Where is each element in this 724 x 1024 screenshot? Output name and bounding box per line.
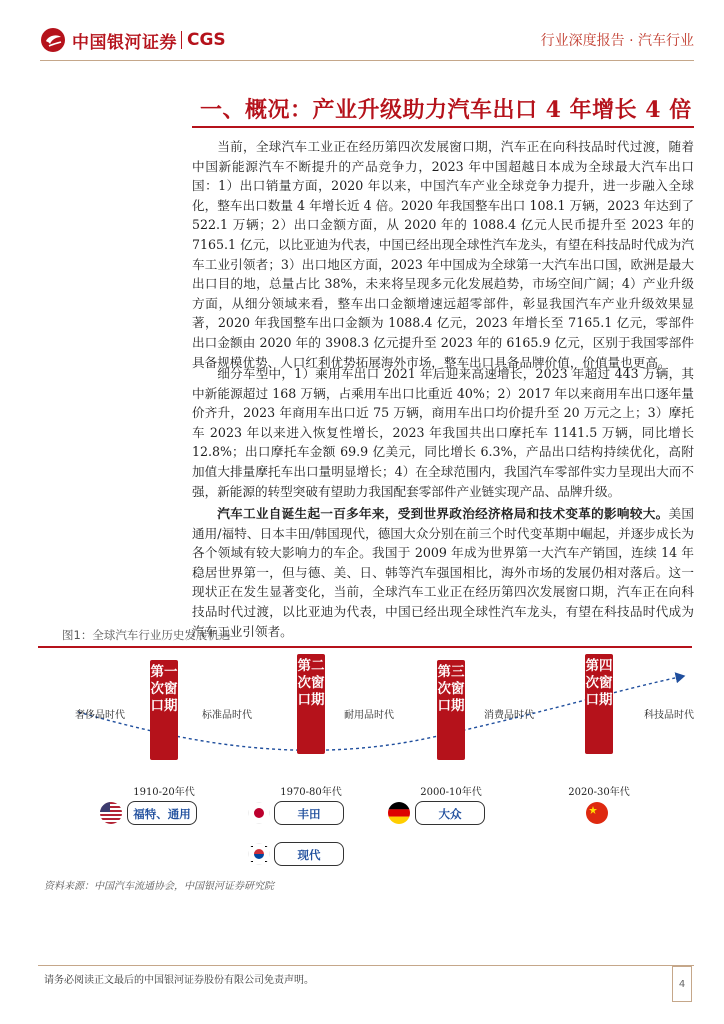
- era-consumer: 消费品时代: [484, 710, 534, 721]
- paragraph-history: [192, 504, 694, 641]
- korea-flag-icon: [248, 843, 270, 865]
- brand-volkswagen: 大众: [415, 801, 485, 825]
- us-flag-icon: [100, 802, 122, 824]
- page-number: 4: [672, 966, 692, 1002]
- brand-ford-gm: 福特、通用: [127, 801, 197, 825]
- era-standard: 标准品时代: [202, 710, 252, 721]
- period-year-1: 1910-20年代: [133, 787, 195, 798]
- period-year-3: 2000-10年代: [420, 787, 482, 798]
- logo-text: 中国银河证券: [72, 32, 177, 53]
- disclaimer-text: 请务必阅读正文最后的中国银河证券股份有限公司免责声明。: [44, 975, 314, 986]
- header-divider: [40, 60, 694, 61]
- logo: [40, 27, 226, 53]
- report-type-tag: 行业深度报告 · 汽车行业: [540, 33, 694, 49]
- logo-divider: [181, 31, 182, 49]
- japan-flag-icon: [248, 802, 270, 824]
- figure-title: 图1：全球汽车行业历史发展机遇: [62, 628, 231, 642]
- era-durable: 耐用品时代: [344, 710, 394, 721]
- window-box-2: 第二次窗口期: [297, 654, 325, 754]
- brand-hyundai: 现代: [274, 842, 344, 866]
- germany-flag-icon: [388, 802, 410, 824]
- paragraph-vehicle-types: 细分车型中，1）乘用车出口 2021 年后迎来高速增长，2023 年超过 443 万辆，其中新能源超过 168 万辆，占乘用车出口比重近 40%；2）2017 年以来商用车出口逐年量价齐升，2023 年商用车出口近 75 万辆，商用车出口均价提升至 20 万元之上；3）摩托车 2023 年以来进入恢复性增长，2023 年我国共出口摩托车 1141.5 万辆，同比增长 12.8%；出口摩托车金额 69.9 亿美元，同比增长 6.3%，产品出口结构持续优化，高附加值大排量摩托车出口量明显增长；4）在全球范围内，我国汽车零部件实力呈现出大而不强，新能源的转型突破有望助力我国配套零部件产业链实现产品、品牌升级。: [192, 366, 694, 499]
- title-underline: [192, 126, 694, 128]
- window-box-1: 第一次窗口期: [150, 660, 178, 760]
- window-box-3: 第三次窗口期: [437, 660, 465, 760]
- paragraph-history-body: 美国通用/福特、日本丰田/韩国现代，德国大众分别在前三个时代变革期中崛起，并逐步成长为各个领域有较大影响力的车企。我国于 2009 年成为世界第一大汽车产销国，连续 14 年稳居世界第一，但与德、美、日、韩等汽车强国相比，海外市场的发展仍相对落后。这一现状正在发生显著变化，当前，全球汽车工业正在经历第四次发展窗口期，汽车正在向科技品时代过渡，以比亚迪为代表，中国已经出现全球性汽车龙头，有望在科技品时代成为汽车工业引领者。: [192, 506, 695, 639]
- page-header: [0, 0, 724, 66]
- window-box-4: 第四次窗口期: [585, 654, 613, 754]
- footer-divider: [38, 965, 694, 966]
- paragraph-history-lead: 汽车工业自诞生起一百多年来，受到世界政治经济格局和技术变革的影响较大。: [217, 506, 669, 521]
- era-tech: 科技品时代: [644, 710, 694, 721]
- period-year-2: 1970-80年代: [280, 787, 342, 798]
- china-flag-icon: [586, 802, 608, 824]
- paragraph-overview: 当前，全球汽车工业正在经历第四次发展窗口期，汽车正在向科技品时代过渡，随着中国新能源汽车不断提升的产品竞争力，2023 年中国超越日本成为全球最大汽车出口国：1）出口销量方面，2020 年以来，中国汽车产业全球竞争力提升，进一步融入全球化，整车出口数量 4 年增长近 4 倍。2020 年我国整车出口 108.1 万辆，2023 年达到了 522.1 万辆；2）出口金额方面，从 2020 年的 1088.4 亿元人民币提升至 2023 年的 7165.1 亿元，以比亚迪为代表，中国已经出现全球性汽车龙头，有望在科技品时代成为汽车工业引领者；3）出口地区方面，2023 年中国成为全球第一大汽车出口国，欧洲是最大出口目的地，总量占比 38%，未来将呈现多元化发展趋势，市场空间广阔；4）产业升级方面，从细分领域来看，整车出口金额增速远超零部件，彰显我国汽车产业升级效果显著，2020 年我国整车出口金额为 1088.4 亿元，2023 年增长至 7165.1 亿元，零部件出口金额由 2020 年的 3908.3 亿元提升至 2023 年的 6165.9 亿元，区别于我国零部件具备规模优势、人口红利优势拓展海外市场，整车出口具备品牌价值，价值量也更高。: [192, 139, 694, 370]
- period-year-4: 2020-30年代: [568, 787, 630, 798]
- section-title: 一、概况：产业升级助力汽车出口 4 年增长 4 倍: [200, 97, 692, 123]
- logo-en: CGS: [187, 30, 226, 50]
- cgs-logo-icon: [40, 27, 66, 53]
- brand-toyota: 丰田: [274, 801, 344, 825]
- figure-source: 资料来源：中国汽车流通协会，中国银河证券研究院: [44, 881, 274, 892]
- era-luxury: 奢侈品时代: [75, 710, 125, 721]
